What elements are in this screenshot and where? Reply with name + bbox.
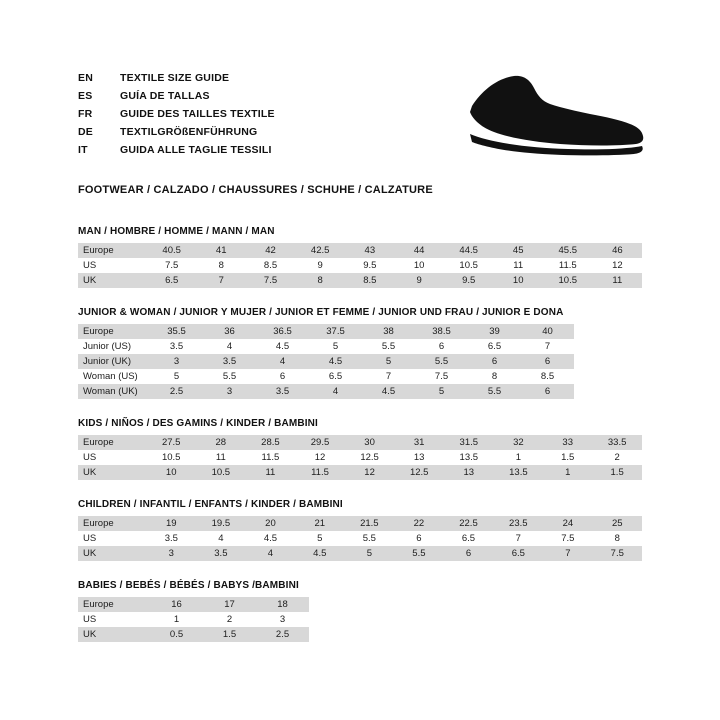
size-cell: 7.5 <box>246 273 295 288</box>
size-block <box>78 580 642 642</box>
size-cell: 8 <box>593 531 642 546</box>
size-cell: 41 <box>197 243 246 258</box>
row-label: US <box>78 612 150 627</box>
size-cell: 9.5 <box>444 273 494 288</box>
document-header <box>78 72 642 196</box>
size-cell: 8.5 <box>246 258 295 273</box>
size-cell: 11.5 <box>295 465 345 480</box>
size-cell: 3 <box>147 546 196 561</box>
size-cell: 3 <box>150 354 203 369</box>
size-cell: 6 <box>444 546 494 561</box>
size-cell: 8 <box>295 273 345 288</box>
size-cell: 5 <box>295 531 344 546</box>
size-cell: 35.5 <box>150 324 203 339</box>
size-table <box>78 324 574 399</box>
size-cell: 5.5 <box>468 384 521 399</box>
size-cell: 4.5 <box>309 354 362 369</box>
size-cell: 9 <box>295 258 345 273</box>
size-cell: 4 <box>246 546 295 561</box>
size-cell: 10.5 <box>543 273 593 288</box>
size-cell: 45.5 <box>543 243 593 258</box>
size-cell: 1 <box>494 450 544 465</box>
size-cell: 27.5 <box>146 435 196 450</box>
size-cell: 1.5 <box>592 465 642 480</box>
size-cell: 31 <box>394 435 444 450</box>
table-row <box>78 465 642 480</box>
size-cell: 24 <box>543 516 592 531</box>
size-cell: 6.5 <box>468 339 521 354</box>
size-cell: 43 <box>345 243 394 258</box>
size-cell: 1.5 <box>543 450 592 465</box>
size-cell: 6.5 <box>444 531 494 546</box>
size-cell: 6.5 <box>493 546 543 561</box>
size-cell: 8 <box>468 369 521 384</box>
size-cell: 20 <box>246 516 295 531</box>
size-cell: 12 <box>345 465 395 480</box>
row-label: Junior (US) <box>78 339 150 354</box>
size-cell: 4.5 <box>295 546 344 561</box>
size-cell: 6 <box>415 339 468 354</box>
size-cell: 42 <box>246 243 295 258</box>
size-cell: 4 <box>203 339 256 354</box>
row-label: Europe <box>78 597 150 612</box>
table-row <box>78 627 309 642</box>
table-row <box>78 546 642 561</box>
size-cell: 44.5 <box>444 243 494 258</box>
table-row <box>78 258 642 273</box>
size-cell: 3 <box>203 384 256 399</box>
size-cell: 2.5 <box>256 627 309 642</box>
size-tables <box>78 226 642 642</box>
table-row <box>78 354 574 369</box>
language-code: DE <box>78 126 93 138</box>
size-table <box>78 597 309 642</box>
size-cell: 40 <box>521 324 574 339</box>
size-cell: 11.5 <box>246 450 296 465</box>
size-cell: 10.5 <box>146 450 196 465</box>
size-table <box>78 243 642 288</box>
size-block-title: BABIES / BEBÉS / BÉBÉS / BABYS /BAMBINI <box>78 580 299 591</box>
size-cell: 19 <box>147 516 196 531</box>
row-label: US <box>78 258 147 273</box>
size-block <box>78 499 642 561</box>
size-cell: 2.5 <box>150 384 203 399</box>
size-cell: 44 <box>395 243 444 258</box>
size-cell: 23.5 <box>493 516 543 531</box>
size-cell: 33 <box>543 435 592 450</box>
size-cell: 12 <box>295 450 345 465</box>
size-cell: 17 <box>203 597 256 612</box>
size-cell: 28.5 <box>246 435 296 450</box>
table-row <box>78 597 309 612</box>
size-cell: 11 <box>196 450 246 465</box>
size-cell: 10 <box>146 465 196 480</box>
size-cell: 13.5 <box>444 450 494 465</box>
table-row <box>78 384 574 399</box>
size-cell: 21 <box>295 516 344 531</box>
language-code: EN <box>78 72 93 84</box>
size-cell: 5.5 <box>362 339 415 354</box>
size-cell: 6 <box>521 354 574 369</box>
row-label: US <box>78 450 146 465</box>
size-cell: 6 <box>468 354 521 369</box>
size-cell: 12.5 <box>394 465 444 480</box>
size-cell: 16 <box>150 597 203 612</box>
row-label: UK <box>78 627 150 642</box>
size-cell: 7.5 <box>543 531 592 546</box>
size-cell: 32 <box>494 435 544 450</box>
size-cell: 9 <box>395 273 444 288</box>
size-table <box>78 435 642 480</box>
category-title: FOOTWEAR / CALZADO / CHAUSSURES / SCHUHE / CALZATURE <box>78 184 433 196</box>
size-cell: 45 <box>494 243 543 258</box>
language-code: FR <box>78 108 93 120</box>
size-cell: 19.5 <box>196 516 246 531</box>
row-label: Europe <box>78 324 150 339</box>
language-code: ES <box>78 90 93 102</box>
language-title: TEXTILE SIZE GUIDE <box>120 72 230 84</box>
size-cell: 30 <box>345 435 395 450</box>
size-block-title: CHILDREN / INFANTIL / ENFANTS / KINDER / BAMBINI <box>78 499 343 510</box>
size-cell: 5 <box>415 384 468 399</box>
size-cell: 4.5 <box>246 531 295 546</box>
size-cell: 42.5 <box>295 243 345 258</box>
size-cell: 5.5 <box>344 531 394 546</box>
row-label: UK <box>78 273 147 288</box>
size-block <box>78 226 642 288</box>
language-title: GUIDE DES TAILLES TEXTILE <box>120 108 275 120</box>
size-cell: 3.5 <box>147 531 196 546</box>
size-cell: 22 <box>394 516 443 531</box>
size-block <box>78 307 642 399</box>
size-cell: 13.5 <box>494 465 544 480</box>
size-cell: 3.5 <box>256 384 309 399</box>
size-cell: 28 <box>196 435 246 450</box>
size-cell: 36.5 <box>256 324 309 339</box>
size-cell: 7.5 <box>593 546 642 561</box>
table-row <box>78 612 309 627</box>
row-label: Europe <box>78 435 146 450</box>
row-label: Europe <box>78 243 147 258</box>
size-table <box>78 516 642 561</box>
size-cell: 12.5 <box>345 450 395 465</box>
size-cell: 5 <box>150 369 203 384</box>
language-code: IT <box>78 144 88 156</box>
table-row <box>78 243 642 258</box>
table-row <box>78 369 574 384</box>
size-cell: 5 <box>362 354 415 369</box>
size-cell: 7.5 <box>147 258 197 273</box>
size-cell: 11 <box>494 258 543 273</box>
size-cell: 5.5 <box>415 354 468 369</box>
size-cell: 10 <box>494 273 543 288</box>
size-cell: 18 <box>256 597 309 612</box>
table-row <box>78 516 642 531</box>
size-cell: 1.5 <box>203 627 256 642</box>
size-cell: 10.5 <box>196 465 246 480</box>
size-cell: 21.5 <box>344 516 394 531</box>
size-cell: 6 <box>394 531 443 546</box>
row-label: Woman (US) <box>78 369 150 384</box>
size-cell: 25 <box>593 516 642 531</box>
size-cell: 8 <box>197 258 246 273</box>
size-cell: 5 <box>309 339 362 354</box>
size-cell: 37.5 <box>309 324 362 339</box>
row-label: UK <box>78 465 146 480</box>
size-cell: 3.5 <box>196 546 246 561</box>
size-cell: 46 <box>593 243 642 258</box>
size-cell: 38.5 <box>415 324 468 339</box>
size-cell: 40.5 <box>147 243 197 258</box>
size-cell: 8.5 <box>521 369 574 384</box>
language-title: GUIDA ALLE TAGLIE TESSILI <box>120 144 272 156</box>
size-cell: 4.5 <box>256 339 309 354</box>
size-cell: 7 <box>197 273 246 288</box>
size-block-title: KIDS / NIÑOS / DES GAMINS / KINDER / BAMBINI <box>78 418 318 429</box>
size-cell: 7 <box>493 531 543 546</box>
size-cell: 6 <box>256 369 309 384</box>
size-cell: 36 <box>203 324 256 339</box>
row-label: Junior (UK) <box>78 354 150 369</box>
size-cell: 5.5 <box>394 546 443 561</box>
size-cell: 2 <box>592 450 642 465</box>
size-cell: 5.5 <box>203 369 256 384</box>
size-cell: 2 <box>203 612 256 627</box>
size-cell: 39 <box>468 324 521 339</box>
size-cell: 3.5 <box>203 354 256 369</box>
size-cell: 6 <box>521 384 574 399</box>
size-cell: 11 <box>593 273 642 288</box>
size-cell: 10.5 <box>444 258 494 273</box>
table-row <box>78 531 642 546</box>
size-cell: 4 <box>256 354 309 369</box>
row-label: Woman (UK) <box>78 384 150 399</box>
size-cell: 33.5 <box>592 435 642 450</box>
dress-shoe-icon <box>468 70 648 160</box>
size-cell: 13 <box>444 465 494 480</box>
size-cell: 1 <box>543 465 592 480</box>
size-cell: 6.5 <box>309 369 362 384</box>
size-cell: 29.5 <box>295 435 345 450</box>
size-block-title: JUNIOR & WOMAN / JUNIOR Y MUJER / JUNIOR ET FEMME / JUNIOR UND FRAU / JUNIOR E DONA <box>78 307 564 318</box>
size-cell: 31.5 <box>444 435 494 450</box>
size-cell: 7 <box>521 339 574 354</box>
size-cell: 7 <box>362 369 415 384</box>
size-cell: 22.5 <box>444 516 494 531</box>
size-block-title: MAN / HOMBRE / HOMME / MANN / MAN <box>78 226 275 237</box>
language-title: GUÍA DE TALLAS <box>120 90 210 102</box>
size-block <box>78 418 642 480</box>
size-cell: 0.5 <box>150 627 203 642</box>
size-cell: 7.5 <box>415 369 468 384</box>
size-cell: 1 <box>150 612 203 627</box>
size-cell: 7 <box>543 546 592 561</box>
size-cell: 13 <box>394 450 444 465</box>
size-cell: 3.5 <box>150 339 203 354</box>
size-cell: 10 <box>395 258 444 273</box>
size-cell: 12 <box>593 258 642 273</box>
size-cell: 3 <box>256 612 309 627</box>
table-row <box>78 339 574 354</box>
language-title: TEXTILGRÖßENFÜHRUNG <box>120 126 258 138</box>
size-cell: 8.5 <box>345 273 394 288</box>
table-row <box>78 324 574 339</box>
size-cell: 4 <box>196 531 246 546</box>
table-row <box>78 435 642 450</box>
row-label: UK <box>78 546 147 561</box>
table-row <box>78 273 642 288</box>
row-label: Europe <box>78 516 147 531</box>
size-cell: 5 <box>344 546 394 561</box>
size-cell: 4.5 <box>362 384 415 399</box>
size-cell: 6.5 <box>147 273 197 288</box>
row-label: US <box>78 531 147 546</box>
size-cell: 11 <box>246 465 296 480</box>
size-cell: 38 <box>362 324 415 339</box>
size-cell: 9.5 <box>345 258 394 273</box>
size-cell: 4 <box>309 384 362 399</box>
table-row <box>78 450 642 465</box>
size-cell: 11.5 <box>543 258 593 273</box>
